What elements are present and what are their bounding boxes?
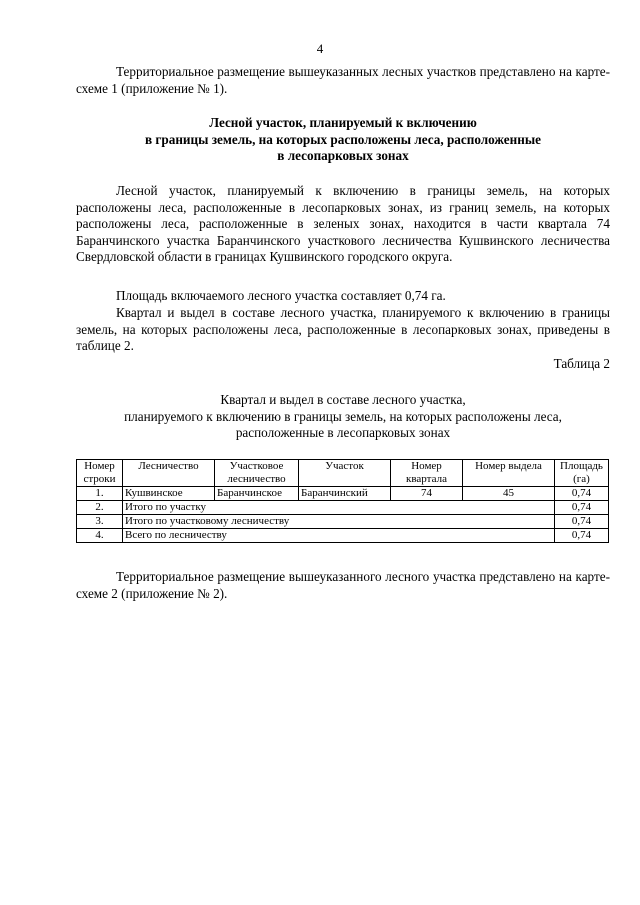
paragraph-table-reference: Квартал и выдел в составе лесного участка, планируемого к включению в границы земель, на которых расположены леса, расположенные в лесопарковых зонах, приведены в таблице 2. [76, 305, 610, 354]
table-row-total-forestry [77, 529, 609, 543]
area-cell: 0,74 [555, 487, 609, 501]
paragraph-area: Площадь включаемого лесного участка составляет 0,74 га. [116, 288, 446, 303]
allotment-cell: 45 [463, 487, 555, 501]
total-label-cell: Итого по участку [123, 501, 555, 515]
header-allotment: Номер выдела [463, 460, 555, 487]
table-title-line-2: планируемого к включению в границы земель, на которых расположены леса, [124, 408, 562, 424]
forest-plot-table [76, 459, 609, 543]
paragraph-plot-description: Лесной участок, планируемый к включению в границы земель, на которых расположены леса, расположенные в лесопарковых зонах, из границ земель, на которых расположены леса, расположенные в зеленых зонах, находится в части квартала 74 Баранчинского участка Баранчинского участкового лесничества Кушвинского лесничества Свердловской области в границах Кушвинского городского округа. [76, 183, 610, 265]
section-title [76, 115, 610, 165]
total-label-cell: Всего по лесничеству [123, 529, 555, 543]
table-title-line-1: Квартал и выдел в составе лесного участка, [220, 392, 466, 407]
area-cell: 0,74 [555, 529, 609, 543]
table-header-row [77, 460, 609, 487]
header-area: Площадь (га) [555, 460, 609, 487]
header-forestry: Лесничество [123, 460, 215, 487]
table-label: Таблица 2 [553, 356, 610, 371]
plot-cell: Баранчинский [299, 487, 391, 501]
paragraph-map-reference-2: Территориальное размещение вышеуказанного лесного участка представлено на карте-схеме 2 (приложение № 2). [76, 569, 610, 601]
header-row-number: Номер строки [77, 460, 123, 487]
table-row-total-plot [77, 501, 609, 515]
table-title-line-3: расположенные в лесопарковых зонах [235, 425, 451, 441]
area-cell: 0,74 [555, 501, 609, 515]
row-number: 3. [77, 515, 123, 529]
paragraph-map-reference-1: Территориальное размещение вышеуказанных лесных участков представлено на карте-схеме 1 (приложение № 1). [76, 64, 610, 96]
header-quarter: Номер квартала [391, 460, 463, 487]
area-cell: 0,74 [555, 515, 609, 529]
header-district-forestry: Участковое лесничество [215, 460, 299, 487]
row-number: 4. [77, 529, 123, 543]
table-title [76, 392, 610, 442]
page-number: 4 [316, 41, 324, 56]
header-plot: Участок [299, 460, 391, 487]
quarter-cell: 74 [391, 487, 463, 501]
district-forestry-cell: Баранчинское [215, 487, 299, 501]
section-title-line-2: в границы земель, на которых расположены леса, расположенные [145, 131, 541, 147]
table-row-total-district [77, 515, 609, 529]
table-row [77, 487, 609, 501]
section-title-line-1: Лесной участок, планируемый к включению [209, 115, 477, 130]
row-number: 2. [77, 501, 123, 515]
row-number: 1. [77, 487, 123, 501]
section-title-line-3: в лесопарковых зонах [277, 148, 409, 164]
total-label-cell: Итого по участковому лесничеству [123, 515, 555, 529]
forestry-cell: Кушвинское [123, 487, 215, 501]
